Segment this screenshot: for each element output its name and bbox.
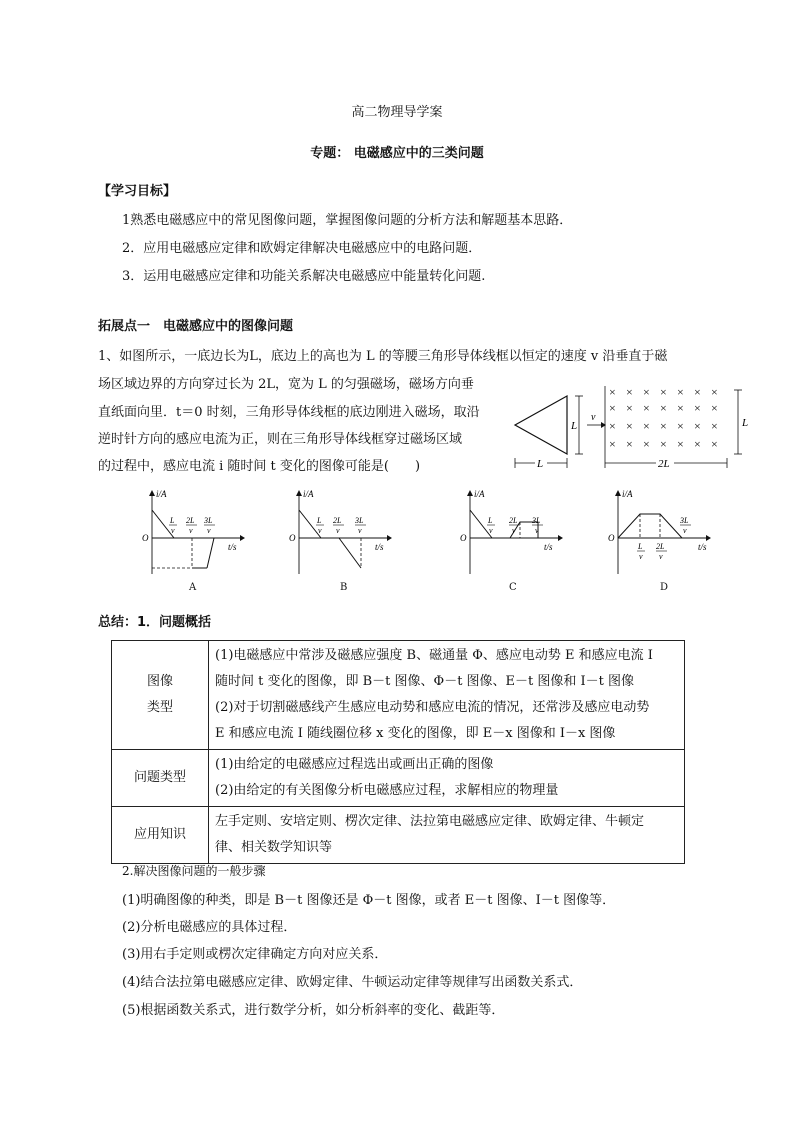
svg-text:L: L: [638, 542, 643, 551]
svg-text:v: v: [171, 526, 175, 535]
table-value-cell: [209, 750, 685, 807]
label-2L: 2L: [658, 458, 670, 470]
field-cross-mark: ×: [626, 385, 633, 399]
field-cross-mark: ×: [677, 401, 684, 415]
graph-option-d: [606, 488, 716, 576]
graph-option-c: [458, 488, 568, 576]
svg-text:t/s: t/s: [698, 542, 707, 552]
svg-text:t/s: t/s: [228, 542, 237, 552]
svg-text:v: v: [189, 526, 193, 535]
svg-text:2L: 2L: [509, 516, 518, 525]
field-cross-mark: ×: [694, 385, 701, 399]
graph-option-b: [287, 488, 397, 576]
objective-item-2: 2．应用电磁感应定律和欧姆定律解决电磁感应中的电路问题．: [122, 241, 482, 256]
svg-text:L: L: [317, 516, 322, 525]
steps-heading: 2.解决图像问题的一般步骤: [122, 864, 266, 878]
svg-text:3L: 3L: [680, 516, 689, 525]
svg-text:i/A: i/A: [303, 489, 314, 499]
summary-table: [111, 640, 685, 864]
table-value-line: (2)对于切割磁感线产生感应电动势和感应电流的情况，还常涉及感应电动势: [215, 700, 650, 715]
table-value-cell: [209, 641, 685, 750]
field-cross-mark: ×: [694, 419, 701, 433]
table-row: [112, 641, 685, 750]
step-item: (4)结合法拉第电磁感应定律、欧姆定律、牛顿运动定律等规律写出函数关系式．: [122, 975, 583, 990]
table-value-line: 随时间 t 变化的图像，即 B－t 图像、Φ－t 图像、E－t 图像和 I－t 图像: [215, 674, 635, 689]
triangle-frame: [515, 396, 567, 454]
svg-text:v: v: [207, 526, 211, 535]
step-item: (3)用右手定则或楞次定律确定方向对应关系．: [122, 947, 388, 962]
table-value-line: (2)由给定的有关图像分析电磁感应过程，求解相应的物理量: [215, 783, 559, 798]
field-cross-mark: ×: [660, 437, 667, 451]
svg-text:v: v: [639, 552, 643, 561]
field-cross-mark: ×: [626, 419, 633, 433]
page-subtitle: 专题： 电磁感应中的三类问题: [310, 146, 484, 161]
svg-text:O: O: [289, 533, 296, 543]
table-key-cell: 应用知识: [112, 807, 209, 864]
option-label-a: A: [189, 582, 197, 593]
field-cross-mark: ×: [660, 385, 667, 399]
table-value-line: (1)由给定的电磁感应过程选出或画出正确的图像: [215, 757, 494, 772]
svg-text:O: O: [142, 533, 149, 543]
label-v: v: [591, 412, 596, 423]
svg-text:v: v: [659, 552, 663, 561]
svg-text:O: O: [608, 533, 615, 543]
svg-text:v: v: [336, 526, 340, 535]
step-item: (1)明确图像的种类，即是 B－t 图像还是 Φ－t 图像，或者 E－t 图像、I－t 图像等．: [122, 893, 616, 908]
field-cross-mark: ×: [711, 401, 718, 415]
question-line: 1、如图所示，一底边长为L，底边上的高也为 L 的等腰三角形导体线框以恒定的速度 v 沿垂直于磁: [98, 349, 668, 364]
step-item: (5)根据函数关系式，进行数学分析，如分析斜率的变化、截距等．: [122, 1003, 505, 1018]
option-label-b: B: [340, 582, 348, 593]
field-cross-mark: ×: [694, 437, 701, 451]
objectives-heading: 【学习目标】: [98, 184, 177, 199]
question-line: 的过程中，感应电流 i 随时间 t 变化的图像可能是( ): [98, 459, 421, 474]
label-bottom-L: L: [537, 458, 544, 470]
svg-text:t/s: t/s: [375, 542, 384, 552]
svg-text:v: v: [512, 526, 516, 535]
field-cross-mark: ×: [643, 419, 650, 433]
svg-text:2L: 2L: [656, 542, 665, 551]
field-cross-mark: ×: [660, 419, 667, 433]
table-value-line: 律、相关数学知识等: [215, 840, 333, 855]
question-line: 场区域边界的方向穿过长为 2L，宽为 L 的匀强磁场，磁场方向垂: [98, 377, 474, 392]
table-key-cell: 问题类型: [112, 750, 209, 807]
graph-option-a: [140, 488, 250, 576]
table-row: [112, 807, 685, 864]
svg-text:3L: 3L: [204, 516, 213, 525]
field-cross-mark: ×: [609, 385, 616, 399]
field-crosses: [609, 385, 718, 451]
table-value-line: (1)电磁感应中常涉及磁感应强度 B、磁通量 Φ、感应电动势 E 和感应电流 I: [215, 648, 653, 663]
svg-text:L: L: [488, 516, 493, 525]
field-cross-mark: ×: [694, 401, 701, 415]
table-row: [112, 750, 685, 807]
summary-heading: 总结：1．问题概括: [98, 615, 212, 630]
table-key-cell: [112, 641, 209, 750]
field-cross-mark: ×: [626, 401, 633, 415]
section-heading: 拓展点一 电磁感应中的图像问题: [98, 319, 294, 334]
svg-text:v: v: [535, 526, 539, 535]
field-cross-mark: ×: [609, 401, 616, 415]
option-label-d: D: [660, 582, 669, 593]
svg-text:2L: 2L: [333, 516, 342, 525]
table-key-line: 类型: [146, 700, 173, 715]
label-field-L: L: [742, 417, 749, 429]
svg-text:2L: 2L: [186, 516, 195, 525]
svg-text:v: v: [683, 526, 687, 535]
step-item: (2)分析电磁感应的具体过程．: [122, 920, 297, 935]
field-cross-mark: ×: [609, 419, 616, 433]
field-cross-mark: ×: [711, 385, 718, 399]
svg-text:v: v: [358, 526, 362, 535]
field-cross-mark: ×: [643, 437, 650, 451]
svg-text:i/A: i/A: [156, 489, 167, 499]
field-cross-mark: ×: [711, 419, 718, 433]
field-cross-mark: ×: [643, 401, 650, 415]
field-cross-mark: ×: [626, 437, 633, 451]
svg-text:v: v: [318, 526, 322, 535]
svg-text:3L: 3L: [532, 516, 541, 525]
field-cross-mark: ×: [660, 401, 667, 415]
table-value-line: 左手定则、安培定则、楞次定律、法拉第电磁感应定律、欧姆定律、牛顿定: [215, 814, 645, 829]
field-cross-mark: ×: [609, 437, 616, 451]
question-line: 直纸面向里．t＝0 时刻，三角形导体线框的底边刚进入磁场，取沿: [98, 405, 480, 420]
page-title: 高二物理导学案: [351, 105, 443, 120]
field-cross-mark: ×: [677, 385, 684, 399]
table-value-line: E 和感应电流 I 随线圈位移 x 变化的图像，即 E－x 图像和 I－x 图像: [215, 726, 616, 741]
svg-text:O: O: [460, 533, 467, 543]
field-cross-mark: ×: [677, 437, 684, 451]
svg-text:i/A: i/A: [474, 489, 485, 499]
svg-text:t/s: t/s: [544, 542, 553, 552]
objective-item-1: 1熟悉电磁感应中的常见图像问题，掌握图像问题的分析方法和解题基本思路．: [122, 213, 573, 228]
table-key-line: 图像: [146, 674, 173, 689]
svg-text:v: v: [489, 526, 493, 535]
field-cross-mark: ×: [711, 437, 718, 451]
svg-text:i/A: i/A: [622, 489, 633, 499]
label-L: L: [571, 420, 578, 432]
svg-text:L: L: [170, 516, 175, 525]
triangle-field-figure: [505, 378, 755, 473]
option-label-c: C: [509, 582, 517, 593]
table-value-cell: [209, 807, 685, 864]
field-cross-mark: ×: [677, 419, 684, 433]
svg-text:3L: 3L: [355, 516, 364, 525]
field-cross-mark: ×: [643, 385, 650, 399]
question-line: 逆时针方向的感应电流为正，则在三角形导体线框穿过磁场区域: [98, 432, 463, 447]
objective-item-3: 3．运用电磁感应定律和功能关系解决电磁感应中能量转化问题.: [122, 269, 486, 284]
